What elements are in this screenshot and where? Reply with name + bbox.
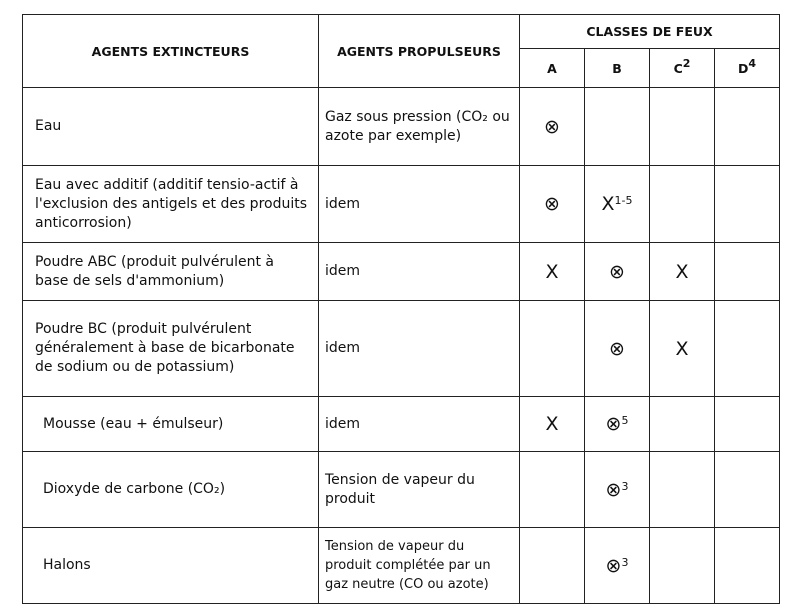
table-row xyxy=(23,301,780,397)
agent-cell: Poudre ABC (produit pulvérulent à base de sels d'ammonium) xyxy=(23,243,319,301)
header-class-a: A xyxy=(520,49,585,88)
mark-cell: $X^{1-5}$ xyxy=(585,166,650,243)
mark-cell xyxy=(650,166,715,243)
mark-cell xyxy=(650,528,715,604)
propulseur-cell: idem xyxy=(319,166,520,243)
mark-cell xyxy=(715,243,780,301)
mark-cell xyxy=(650,88,715,166)
mark-cell xyxy=(650,397,715,452)
table-row xyxy=(23,88,780,166)
header-class-b: B xyxy=(585,49,650,88)
agent-cell: Dioxyde de carbone (CO₂) xyxy=(23,452,319,528)
mark-cell: ⊗ xyxy=(585,301,650,397)
mark-cell xyxy=(520,301,585,397)
mark-cell: ⊗ xyxy=(520,88,585,166)
agent-cell: Halons xyxy=(23,528,319,604)
mark-cell: ⊗$^3$ xyxy=(585,452,650,528)
header-class-c: $C^2$ xyxy=(650,49,715,88)
agent-cell: Eau avec additif (additif tensio-actif à l'exclusion des antigels et des produits anticorrosion) xyxy=(23,166,319,243)
mark-cell xyxy=(715,452,780,528)
extinguisher-table xyxy=(22,14,780,604)
mark-cell xyxy=(715,528,780,604)
agent-cell: Poudre BC (produit pulvérulent généralement à base de bicarbonate de sodium ou de potassium) xyxy=(23,301,319,397)
table-row xyxy=(23,166,780,243)
table-row xyxy=(23,528,780,604)
table-row xyxy=(23,397,780,452)
propulseur-cell: Tension de vapeur du produit complétée par un gaz neutre (CO ou azote) xyxy=(319,528,520,604)
mark-cell: X xyxy=(520,243,585,301)
mark-cell: ⊗$^3$ xyxy=(585,528,650,604)
mark-cell: ⊗ xyxy=(520,166,585,243)
mark-cell xyxy=(715,301,780,397)
mark-cell xyxy=(715,88,780,166)
mark-cell: X xyxy=(650,243,715,301)
mark-cell: ⊗ xyxy=(585,243,650,301)
agent-cell: Eau xyxy=(23,88,319,166)
mark-cell xyxy=(650,452,715,528)
mark-cell xyxy=(715,397,780,452)
header-agents-extincteurs: AGENTS EXTINCTEURS xyxy=(23,15,319,88)
table-row xyxy=(23,243,780,301)
mark-cell xyxy=(520,528,585,604)
mark-cell: X xyxy=(520,397,585,452)
header-agents-propulseurs: AGENTS PROPULSEURS xyxy=(319,15,520,88)
mark-cell: X xyxy=(650,301,715,397)
propulseur-cell: idem xyxy=(319,243,520,301)
propulseur-cell: idem xyxy=(319,301,520,397)
mark-cell: ⊗$^5$ xyxy=(585,397,650,452)
propulseur-cell: idem xyxy=(319,397,520,452)
mark-cell xyxy=(585,88,650,166)
propulseur-cell: Tension de vapeur du produit xyxy=(319,452,520,528)
mark-cell xyxy=(520,452,585,528)
table-row xyxy=(23,452,780,528)
agent-cell: Mousse (eau + émulseur) xyxy=(23,397,319,452)
header-classes-de-feux: CLASSES DE FEUX xyxy=(520,15,780,49)
propulseur-cell: Gaz sous pression (CO₂ ou azote par exemple) xyxy=(319,88,520,166)
mark-cell xyxy=(715,166,780,243)
header-class-d: $D^4$ xyxy=(715,49,780,88)
